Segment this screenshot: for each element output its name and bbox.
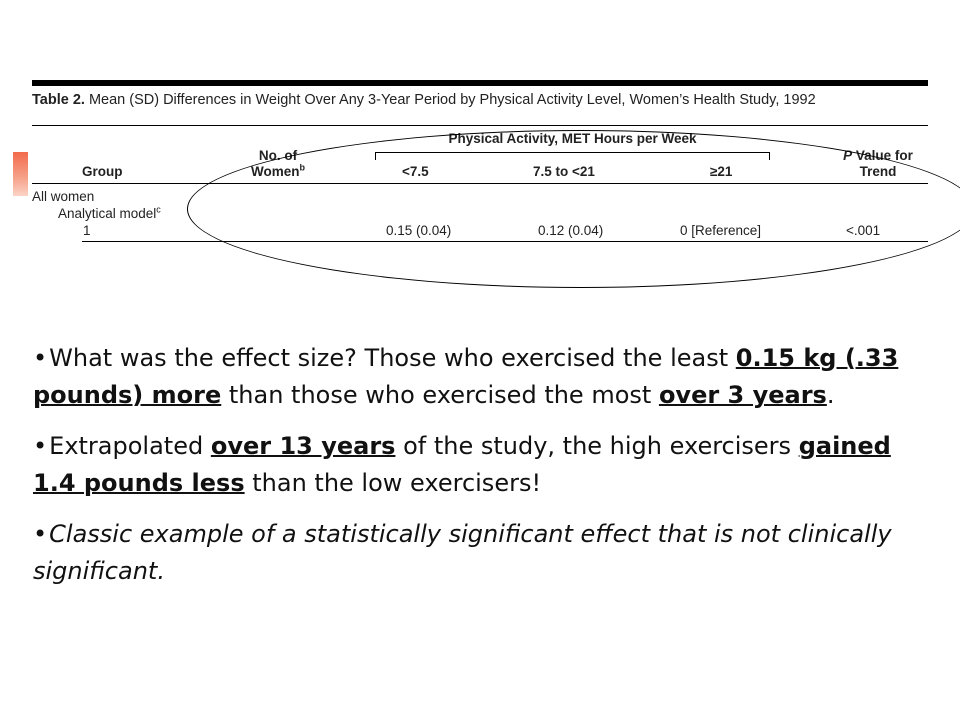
bullet1-text-c: . — [826, 381, 835, 409]
bullet-dot: • — [33, 432, 48, 460]
spanner-header: Physical Activity, MET Hours per Week — [448, 131, 697, 146]
slide-accent-bar — [13, 152, 28, 196]
cell-lt7: 0.15 (0.04) — [386, 223, 452, 238]
table-title-label: Table 2. — [32, 92, 85, 108]
bullet-dot: • — [33, 344, 48, 372]
header-group: Group — [82, 164, 123, 179]
bullet1-text-b: than those who exercised the most — [221, 381, 659, 409]
bullet1-text-a: What was the effect size? Those who exercised the least — [49, 344, 736, 372]
header-no-women-text: Women — [250, 164, 300, 179]
table-top-rule — [32, 80, 928, 86]
row-analytical-sup: c — [156, 204, 161, 215]
bullet2-emphasis-amount: gained 1.4 pounds less — [33, 432, 891, 497]
row-analytical-text: Analytical model — [58, 206, 157, 221]
header-col-lt7: <7.5 — [402, 164, 429, 179]
bullet1-emphasis-period: over 3 years — [658, 381, 827, 409]
table-header-rule — [32, 125, 928, 126]
row-analytical-model — [58, 206, 161, 222]
header-col-7-21: 7.5 to <21 — [533, 164, 595, 179]
header-no-women-line1: No. of — [258, 148, 298, 163]
bullet1-emphasis-amount: 0.15 kg (.33 pounds) more — [33, 344, 899, 409]
bullet-extrapolated — [33, 428, 933, 502]
bullet2-text-a: Extrapolated — [49, 432, 211, 460]
table-title — [32, 92, 928, 108]
cell-ge21: 0 [Reference] — [680, 223, 762, 238]
header-p-italic: P — [843, 148, 853, 163]
header-no-women-sup: b — [299, 162, 305, 173]
bullet-classic-example — [33, 516, 933, 590]
header-p-text: Value for — [852, 148, 913, 163]
bullet-list — [33, 340, 933, 604]
highlight-ellipse — [187, 130, 960, 288]
table-title-text: Mean (SD) Differences in Weight Over Any 3-Year Period by Physical Activity Level, Women’s Health Study, 1992 — [84, 92, 816, 108]
bullet-dot: • — [33, 520, 48, 548]
row-model-number: 1 — [83, 223, 91, 238]
cell-p-trend: <.001 — [846, 223, 881, 238]
bullet2-emphasis-period: over 13 years — [210, 432, 396, 460]
header-col-ge21: ≥21 — [710, 164, 733, 179]
row-all-women: All women — [32, 189, 95, 204]
bullet3-text: Classic example of a statistically significant effect that is not clinically significant. — [33, 520, 892, 585]
header-trend: Trend — [859, 164, 897, 179]
bullet2-text-b: of the study, the high exercisers — [395, 432, 799, 460]
bullet2-text-c: than the low exercisers! — [244, 469, 542, 497]
bullet-effect-size — [33, 340, 933, 414]
cell-7-21: 0.12 (0.04) — [538, 223, 604, 238]
